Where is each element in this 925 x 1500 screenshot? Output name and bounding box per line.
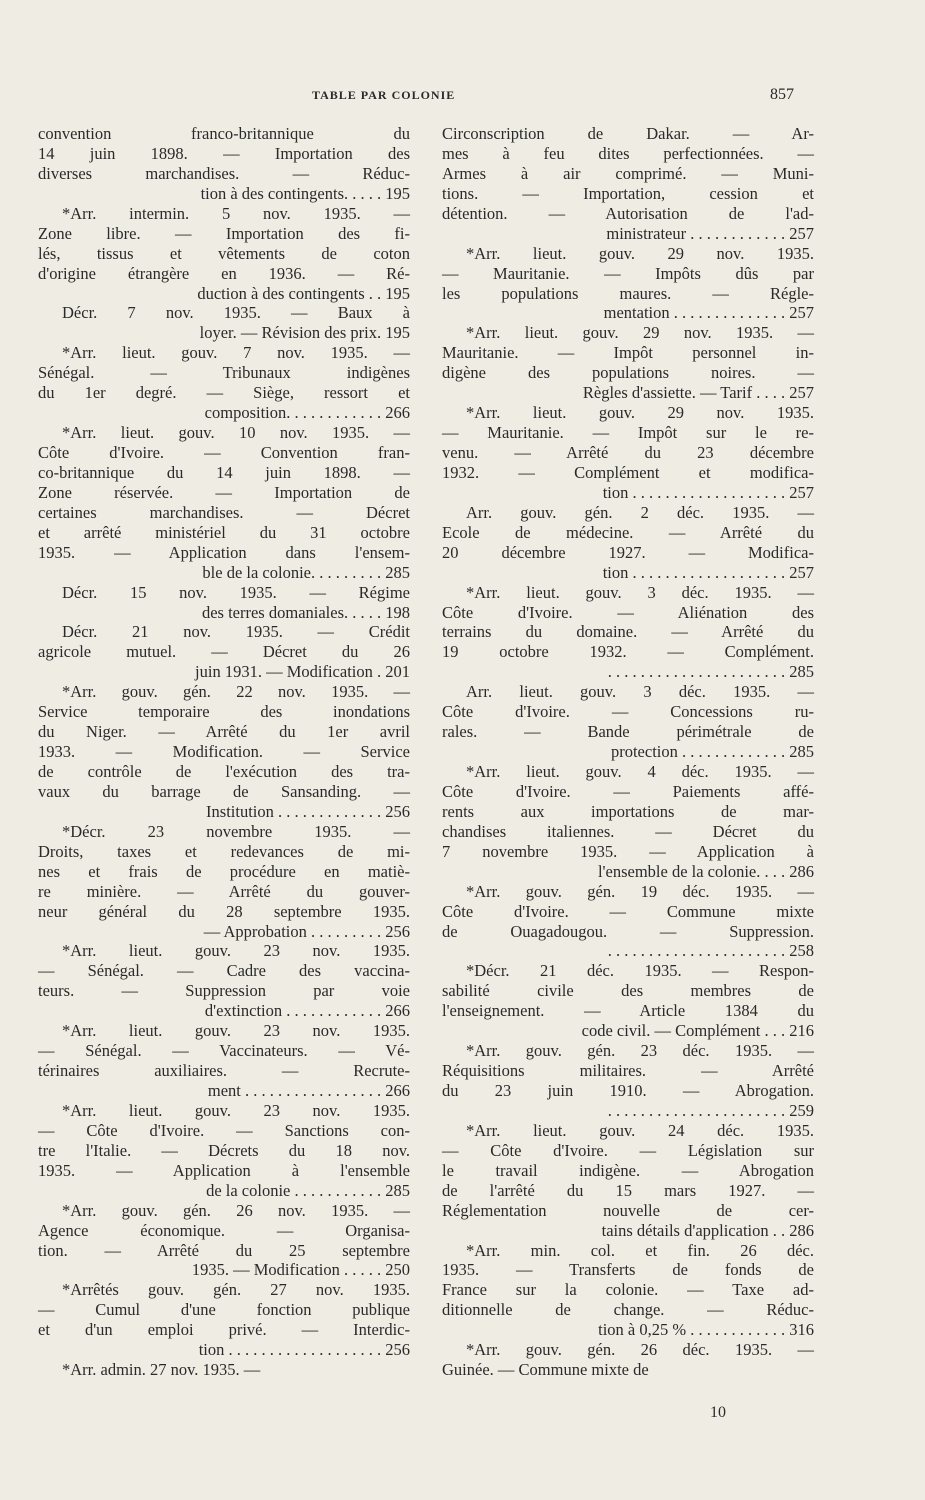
text-line: duction à des contingents . . 195 [197, 283, 410, 303]
text-line: Côte d'Ivoire. — Concessions ru- [442, 702, 814, 722]
text-line: *Arr. lieut. gouv. 29 nov. 1935. [466, 243, 814, 263]
text-line: tion . . . . . . . . . . . . . . . . . . . 256 [198, 1340, 410, 1360]
text-line: France sur la colonie. — Taxe ad- [442, 1280, 814, 1300]
text-line: *Arr. lieut. gouv. 23 nov. 1935. [62, 941, 410, 961]
text-line: Côte d'Ivoire. — Aliénation des [442, 602, 814, 622]
text-line: tion à des contingents. . . . . 195 [200, 183, 410, 203]
text-line: de l'arrêté du 15 mars 1927. — [442, 1180, 814, 1200]
text-line: tion . . . . . . . . . . . . . . . . . . . 257 [602, 562, 814, 582]
left-column [38, 124, 410, 1380]
text-line: tions. — Importation, cession et [442, 183, 814, 203]
text-line: *Arr. gouv. gén. 26 déc. 1935. — [466, 1340, 814, 1360]
text-line: *Arr. lieut. gouv. 29 nov. 1935. — [466, 323, 814, 343]
text-line: Décr. 7 nov. 1935. — Baux à [62, 303, 410, 323]
text-line: Circonscription de Dakar. — Ar- [442, 124, 814, 143]
text-line: Service temporaire des inondations [38, 702, 410, 722]
signature-number: 10 [710, 1404, 726, 1421]
text-line: chandises italiennes. — Décret du [442, 821, 814, 841]
text-line: — Côte d'Ivoire. — Sanctions con- [38, 1120, 410, 1140]
page-number: 857 [770, 86, 794, 103]
text-line: les populations maures. — Régle- [442, 283, 814, 303]
text-line: 19 octobre 1932. — Complément. [442, 642, 814, 662]
text-line: 1935. — Transferts de fonds de [442, 1260, 814, 1280]
text-line: diverses marchandises. — Réduc- [38, 163, 410, 183]
text-line: certaines marchandises. — Décret [38, 502, 410, 522]
text-line: Décr. 15 nov. 1935. — Régime [62, 582, 410, 602]
text-line: Arr. lieut. gouv. 3 déc. 1935. — [466, 682, 814, 702]
text-line: du 1er degré. — Siège, ressort et [38, 383, 410, 403]
right-column [442, 124, 814, 1380]
text-line: ment . . . . . . . . . . . . . . . . . 266 [207, 1081, 410, 1100]
text-line: teurs. — Suppression par voie [38, 981, 410, 1001]
text-line: protection . . . . . . . . . . . . . 285 [610, 742, 814, 762]
text-line: agricole mutuel. — Décret du 26 [38, 642, 410, 662]
text-line: *Arr. gouv. gén. 22 nov. 1935. — [62, 682, 410, 702]
text-line: *Arr. lieut. gouv. 23 nov. 1935. [62, 1100, 410, 1120]
text-line: — Cumul d'une fonction publique [38, 1300, 410, 1320]
text-line: tains détails d'application . . 286 [601, 1220, 814, 1240]
text-line: composition. . . . . . . . . . . . 266 [204, 403, 410, 423]
text-line: de contrôle de l'exécution des tra- [38, 762, 410, 781]
running-title: TABLE PAR COLONIE [312, 88, 456, 102]
text-line: tion . . . . . . . . . . . . . . . . . . . 257 [602, 482, 814, 502]
text-line: . . . . . . . . . . . . . . . . . . . . . . 259 [607, 1100, 814, 1120]
text-line: 1932. — Complément et modifica- [442, 462, 814, 482]
text-line: — Mauritanie. — Impôts dûs par [442, 263, 814, 283]
text-line: — Sénégal. — Vaccinateurs. — Vé- [38, 1041, 410, 1061]
text-line: tion. — Arrêté du 25 septembre [38, 1240, 410, 1260]
text-line: *Arr. lieut. gouv. 10 nov. 1935. — [62, 423, 410, 443]
text-line: *Arr. lieut. gouv. 23 nov. 1935. [62, 1021, 410, 1041]
text-line: l'enseignement. — Article 1384 du [442, 1001, 814, 1021]
text-line: Côte d'Ivoire. — Convention fran- [38, 443, 410, 462]
text-line: ble de la colonie. . . . . . . . . 285 [202, 562, 410, 582]
text-line: Zone réservée. — Importation de [38, 482, 410, 502]
text-line: mes à feu dites perfectionnées. — [442, 143, 814, 163]
text-line: 7 novembre 1935. — Application à [442, 841, 814, 861]
text-line: le travail indigène. — Abrogation [442, 1160, 814, 1180]
text-line: *Arr. gouv. gén. 26 nov. 1935. — [62, 1200, 410, 1220]
text-line: tre l'Italie. — Décrets du 18 nov. [38, 1140, 410, 1160]
text-line: Agence économique. — Organisa- [38, 1220, 410, 1240]
text-line: Réquisitions militaires. — Arrêté [442, 1061, 814, 1081]
text-line: *Décr. 23 novembre 1935. — [62, 821, 410, 841]
text-line: juin 1931. — Modification . 201 [195, 662, 410, 682]
text-line: terrains du domaine. — Arrêté du [442, 622, 814, 642]
text-line: loyer. — Révision des prix. 195 [199, 323, 410, 343]
text-line: des terres domaniales. . . . . 198 [201, 602, 410, 622]
text-line: — Mauritanie. — Impôt sur le re- [442, 423, 814, 443]
text-line: — Sénégal. — Cadre des vaccina- [38, 961, 410, 981]
text-line: Décr. 21 nov. 1935. — Crédit [62, 622, 410, 642]
text-line: neur général du 28 septembre 1935. [38, 901, 410, 921]
text-line: *Arr. lieut. gouv. 3 déc. 1935. — [466, 582, 814, 602]
text-line: 1933. — Modification. — Service [38, 742, 410, 762]
text-line: de la colonie . . . . . . . . . . . 285 [206, 1180, 410, 1200]
text-line: — Approbation . . . . . . . . . 256 [203, 921, 410, 941]
text-line: rales. — Bande périmétrale de [442, 722, 814, 742]
text-line: Institution . . . . . . . . . . . . . 256 [206, 801, 410, 821]
text-line: Armes à air comprimé. — Muni- [442, 163, 814, 183]
text-line: *Arr. lieut. gouv. 4 déc. 1935. — [466, 762, 814, 781]
text-line: tion à 0,25 % . . . . . . . . . . . . 316 [598, 1320, 814, 1340]
text-line: *Arr. admin. 27 nov. 1935. — [62, 1360, 261, 1380]
text-line: ditionnelle de change. — Réduc- [442, 1300, 814, 1320]
text-line: Côte d'Ivoire. — Paiements affé- [442, 781, 814, 801]
text-line: Mauritanie. — Impôt personnel in- [442, 343, 814, 363]
text-line: code civil. — Complément . . . 216 [581, 1021, 814, 1041]
text-line: Droits, taxes et redevances de mi- [38, 841, 410, 861]
text-line: térinaires auxiliaires. — Recrute- [38, 1061, 410, 1081]
text-line: du 23 juin 1910. — Abrogation. [442, 1081, 814, 1100]
text-line: et d'un emploi privé. — Interdic- [38, 1320, 410, 1340]
text-line: *Arr. lieut. gouv. 24 déc. 1935. [466, 1120, 814, 1140]
text-line: co-britannique du 14 juin 1898. — [38, 462, 410, 482]
text-line: *Arr. min. col. et fin. 26 déc. [466, 1240, 814, 1260]
text-line: Zone libre. — Importation des fi- [38, 223, 410, 243]
text-line: convention franco-britannique du [38, 124, 410, 143]
text-line: ministrateur . . . . . . . . . . . . 257 [606, 223, 814, 243]
text-line: . . . . . . . . . . . . . . . . . . . . . . 285 [607, 662, 814, 682]
text-line: Réglementation nouvelle de cer- [442, 1200, 814, 1220]
text-line: — Côte d'Ivoire. — Législation sur [442, 1140, 814, 1160]
text-line: Sénégal. — Tribunaux indigènes [38, 363, 410, 383]
text-line: Côte d'Ivoire. — Commune mixte [442, 901, 814, 921]
text-line: nes et frais de procédure en matiè- [38, 861, 410, 881]
text-line: mentation . . . . . . . . . . . . . . 257 [603, 303, 814, 323]
text-line: d'origine étrangère en 1936. — Ré- [38, 263, 410, 283]
text-line: 20 décembre 1927. — Modifica- [442, 542, 814, 562]
text-line: digène des populations noires. — [442, 363, 814, 383]
text-line: *Arr. gouv. gén. 19 déc. 1935. — [466, 881, 814, 901]
text-line: *Arrêtés gouv. gén. 27 nov. 1935. [62, 1280, 410, 1300]
text-line: Arr. gouv. gén. 2 déc. 1935. — [466, 502, 814, 522]
text-line: *Arr. gouv. gén. 23 déc. 1935. — [466, 1041, 814, 1061]
text-line: vaux du barrage de Sansanding. — [38, 781, 410, 801]
page-header [0, 88, 925, 108]
text-line: *Arr. intermin. 5 nov. 1935. — [62, 203, 410, 223]
text-line: 1935. — Application à l'ensemble [38, 1160, 410, 1180]
text-line: sabilité civile des membres de [442, 981, 814, 1001]
text-line: . . . . . . . . . . . . . . . . . . . . . . 258 [607, 941, 814, 961]
text-line: *Arr. lieut. gouv. 7 nov. 1935. — [62, 343, 410, 363]
text-line: Guinée. — Commune mixte de [442, 1360, 649, 1380]
text-line: d'extinction . . . . . . . . . . . . 266 [204, 1001, 410, 1021]
text-line: re minière. — Arrêté du gouver- [38, 881, 410, 901]
text-line: *Décr. 21 déc. 1935. — Respon- [466, 961, 814, 981]
text-line: lés, tissus et vêtements de coton [38, 243, 410, 263]
text-line: du Niger. — Arrêté du 1er avril [38, 722, 410, 742]
text-line: 14 juin 1898. — Importation des [38, 143, 410, 163]
text-line: 1935. — Application dans l'ensem- [38, 542, 410, 562]
text-line: venu. — Arrêté du 23 décembre [442, 443, 814, 462]
text-line: 1935. — Modification . . . . . 250 [191, 1260, 410, 1280]
text-line: l'ensemble de la colonie. . . . 286 [597, 861, 814, 881]
text-line: Règles d'assiette. — Tarif . . . . 257 [582, 383, 814, 403]
text-line: de Ouagadougou. — Suppression. [442, 921, 814, 941]
text-line: détention. — Autorisation de l'ad- [442, 203, 814, 223]
text-line: et arrêté ministériel du 31 octobre [38, 522, 410, 542]
text-line: Ecole de médecine. — Arrêté du [442, 522, 814, 542]
text-line: *Arr. lieut. gouv. 29 nov. 1935. [466, 403, 814, 423]
text-line: rents aux importations de mar- [442, 801, 814, 821]
